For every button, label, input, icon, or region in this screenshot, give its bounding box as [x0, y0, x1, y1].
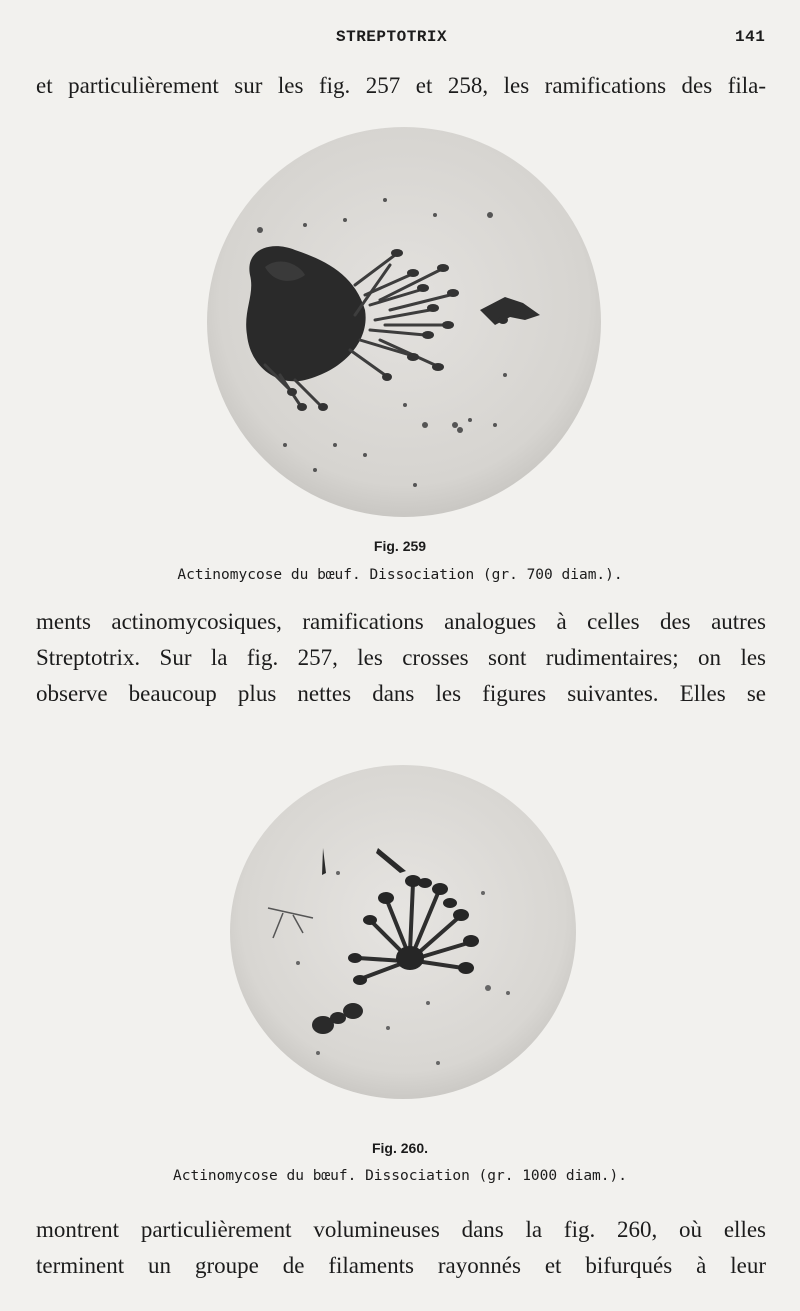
paragraph-body — [36, 604, 766, 712]
micrograph-fig-259 — [205, 125, 603, 519]
text-line: montrent particulièrement volumineuses dans la fig. 260, où elles — [36, 1217, 766, 1242]
figure-caption: Actinomycose du bœuf. Dissociation (gr. 1000 diam.). — [173, 1168, 627, 1184]
figure-label: Fig. 259 — [373, 538, 427, 554]
figure-caption: Actinomycose du bœuf. Dissociation (gr. 700 diam.). — [177, 567, 623, 583]
text-line: observe beaucoup plus nettes dans les figures suivantes. Elles se — [36, 681, 766, 706]
page-number: 141 — [735, 28, 766, 46]
paragraph-intro — [36, 68, 766, 104]
paragraph-continuation — [36, 1212, 766, 1284]
micrograph-fig-260 — [228, 763, 578, 1101]
text-line: ments actinomycosiques, ramifications analogues à celles des autres — [36, 609, 766, 634]
text-line: et particulièrement sur les fig. 257 et 258, les ramifications des fila- — [36, 73, 766, 98]
running-title: STREPTOTRIX — [336, 28, 448, 46]
text-line: Streptotrix. Sur la fig. 257, les crosses sont rudimentaires; on les — [36, 645, 766, 670]
figure-label: Fig. 260. — [371, 1140, 429, 1156]
text-line: terminent un groupe de filaments rayonnés et bifurqués à leur — [36, 1253, 766, 1278]
